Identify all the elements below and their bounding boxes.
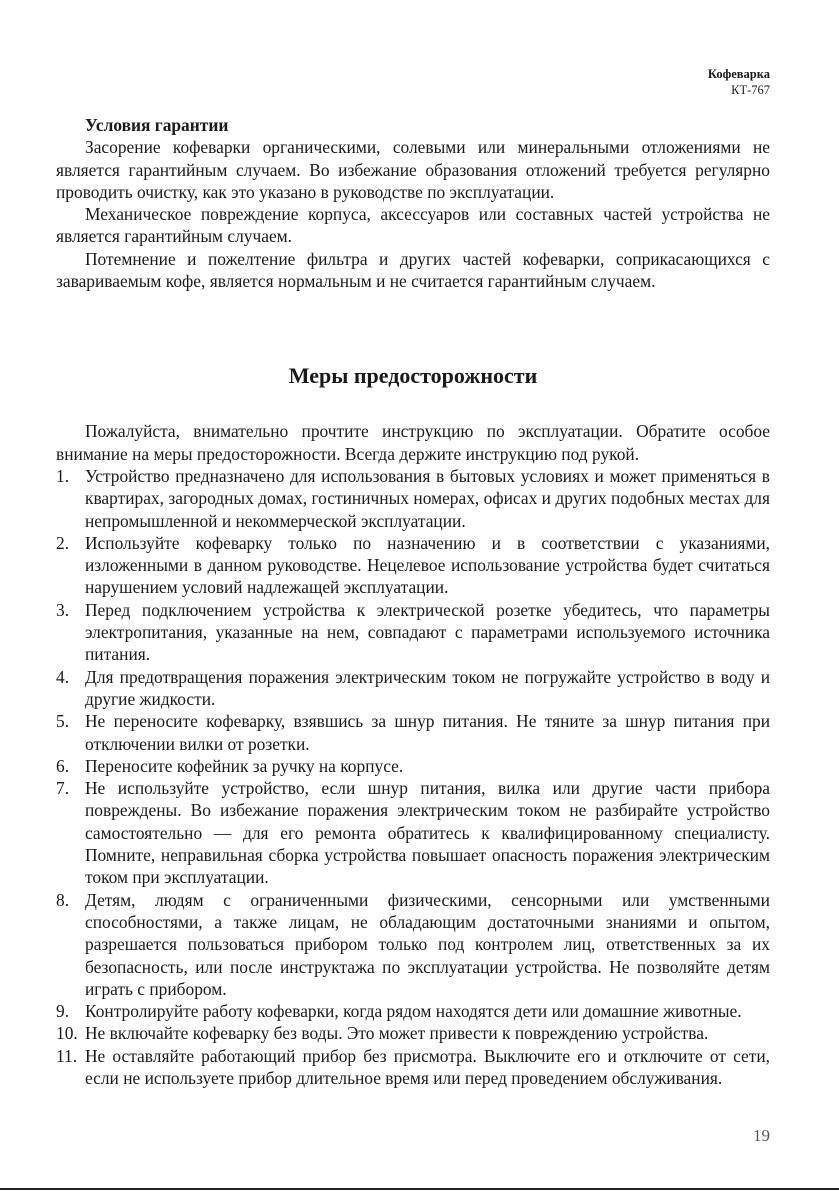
list-item-number: 10. xyxy=(56,1023,78,1044)
precautions-intro: Пожалуйста, внимательно прочтите инструкцию по эксплуатации. Обратите особое внимание на меры предосторожности. Всегда держите инструкцию под рукой. xyxy=(56,421,770,464)
list-item-text: Контролируйте работу кофеварки, когда рядом находятся дети или домашние животные. xyxy=(85,1001,742,1022)
list-item xyxy=(56,599,770,666)
list-item xyxy=(56,755,770,777)
running-header xyxy=(708,66,770,98)
list-item xyxy=(56,889,770,1000)
list-item-number: 8. xyxy=(56,889,70,910)
list-item xyxy=(56,777,770,888)
warranty-paragraph: Потемнение и пожелтение фильтра и других частей кофеварки, соприкасающихся с завариваемым кофе, является нормальным и не считается гарантийным случаем. xyxy=(56,248,770,292)
list-item-text: Для предотвращения поражения электрическим током не погружайте устройство в воду и другие жидкости. xyxy=(85,666,770,709)
list-item-text: Переносите кофейник за ручку на корпусе. xyxy=(85,755,404,776)
list-item-number: 2. xyxy=(56,532,70,553)
header-model-number: КТ-767 xyxy=(731,83,770,97)
list-item-number: 4. xyxy=(56,666,70,687)
list-item xyxy=(56,465,770,532)
list-item-number: 1. xyxy=(56,465,70,486)
list-item xyxy=(56,666,770,711)
precautions-list xyxy=(56,465,770,1089)
header-product-name: Кофеварка xyxy=(707,67,770,81)
list-item xyxy=(56,1000,770,1022)
list-item xyxy=(56,710,770,755)
page-number: 19 xyxy=(753,1126,770,1145)
list-item-text: Не оставляйте работающий прибор без присмотра. Выключите его и отключите от сети, если не используете прибор длительное время или перед проведением обслуживания. xyxy=(85,1045,770,1088)
list-item-text: Не переносите кофеварку, взявшись за шнур питания. Не тяните за шнур питания при отключении вилки от розетки. xyxy=(85,711,770,754)
list-item-number: 5. xyxy=(56,711,70,732)
list-item-text: Не включайте кофеварку без воды. Это может привести к повреждению устройства. xyxy=(85,1023,709,1044)
list-item-text: Устройство предназначено для использования в бытовых условиях и может применяться в квартирах, загородных домах, гостиничных номерах, офисах и других подобных местах для непромышленной и некоммерческой эксплуатации. xyxy=(85,465,770,531)
list-item-number: 6. xyxy=(56,755,70,776)
list-item xyxy=(56,532,770,599)
warranty-title: Условия гарантии xyxy=(85,115,229,135)
list-item-text: Перед подключением устройства к электрической розетке убедитесь, что параметры электропитания, указанные на нем, совпадают с параметрами используемого источника питания. xyxy=(85,599,770,665)
bottom-divider xyxy=(0,1188,839,1190)
list-item-text: Не используйте устройство, если шнур питания, вилка или другие части прибора повреждены. Во избежание поражения электрическим током не разбирайте устройство самостоятельно — для его ремонта обратитесь к квалифицированному специалисту. Помните, неправильная сборка устройства повышает опасность поражения электрическим током при эксплуатации. xyxy=(85,778,770,888)
warranty-section xyxy=(56,114,770,292)
page-content xyxy=(56,114,770,1089)
precautions-section xyxy=(56,362,770,1089)
list-item-number: 11. xyxy=(56,1045,78,1066)
list-item-number: 9. xyxy=(56,1001,70,1022)
list-item xyxy=(56,1045,770,1090)
list-item-text: Детям, людям с ограниченными физическими, сенсорными или умственными способностями, а также лицам, не обладающим достаточными знаниями и опытом, разрешается пользоваться прибором только под контролем лиц, ответственных за их безопасность, или после инструктажа по эксплуатации устройства. Не позволяйте детям играть с прибором. xyxy=(85,889,770,999)
precautions-title: Меры предосторожности xyxy=(288,363,538,389)
list-item-number: 3. xyxy=(56,599,70,620)
list-item-text: Используйте кофеварку только по назначению и в соответствии с указаниями, изложенными в данном руководстве. Нецелевое использование устройства будет считаться нарушением условий надлежащей эксплуатации. xyxy=(85,532,770,598)
warranty-paragraph: Засорение кофеварки органическими, солевыми или минеральными отложениями не является гарантийным случаем. Во избежание образования отложений требуется регулярно проводить очистку, как это указано в руководстве по эксплуатации. xyxy=(56,137,770,202)
list-item-number: 7. xyxy=(56,778,70,799)
list-item xyxy=(56,1022,770,1044)
warranty-paragraph: Механическое повреждение корпуса, аксессуаров или составных частей устройства не является гарантийным случаем. xyxy=(56,204,770,247)
